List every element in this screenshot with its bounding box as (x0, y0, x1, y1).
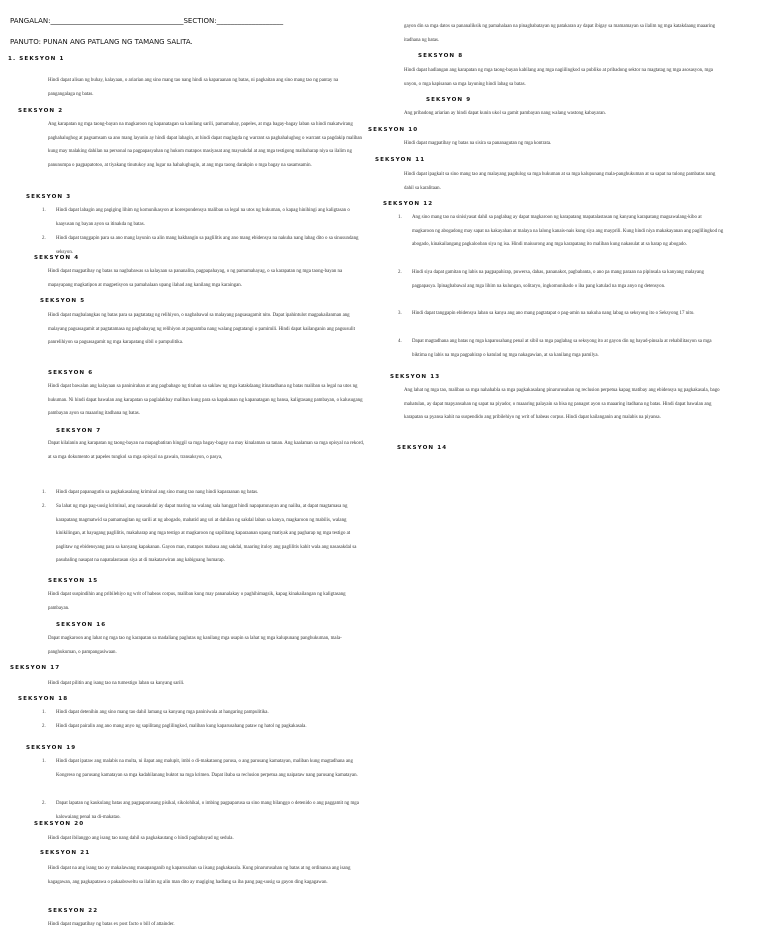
list-number: 2. (42, 236, 46, 241)
instruction: PANUTO: PUNAN ANG PATLANG NG TAMANG SALITA. (10, 38, 193, 46)
list-number: 2. (398, 270, 402, 275)
section-title-1: 1. SEKSYON 1 (8, 56, 65, 62)
section-text-16: Dapat magkaroon ang lahat ng mga tao ng karapatan sa madaliang paglutas ng kanilang mga usapin sa lahat ng mga kalupunang panghukuman, mala-panghukuman, o pampangasiwaan. (48, 636, 342, 655)
list-item: Hindi dapat papanagutin sa pagkakasalang kriminal ang sino mang tao nang hindi kaparaanan ng batas. (56, 490, 259, 495)
section-text-15: Hindi dapat suspindihin ang pribilehiyo ng writ of habeas corpus, maliban kung may pananalakay o paghihimagsik, kapag kinakailangan ng kaligtasang pambayan. (48, 592, 346, 611)
section-text-17: Hindi dapat pilitin ang isang tao na tumestigo laban sa kanyang sarili. (48, 681, 185, 686)
name-section-line: PANGALAN:______________________________________SECTION:___________________ (10, 17, 284, 25)
section-title-3: SEKSYON 3 (26, 194, 72, 200)
section-title-12: SEKSYON 12 (383, 201, 434, 207)
section-text-7: Dapat kilalanin ang karapatan ng taong-bayan na mapagbatiran hinggil sa mga bagay-bagay na may kinalaman sa tanan. Ang kaalaman sa mga opisyal na rekord, at sa mga dokumento at papeles tungkol sa mga opisyal na gawain, transaksyon, o pasya, (48, 441, 365, 460)
list-number: 1. (398, 215, 402, 220)
section-text-10: Hindi dapat magpatibay ng batas na sisira sa pananagutan ng mga kontrata. (404, 141, 552, 146)
list-item: Sa lahat ng mga pag-uusig kriminal, ang nasasakdal ay dapat maring na walang sala hanggat hindi napapatunayan ang naiiba, at dapat magtamasa ng karapatang magmatwid sa pamamagitan ng sarili at ng abogado, mabatid ang uri at dahilan ng sakdal laban sa kanya, magkaroon ng mabilis, walang kinikilingan, at hayagang paglilitis, makaharap ang mga testigo at magkaroon ng sapilitang kaparaanan upang matiyak ang pagharap ng mga testigo at paglitaw ng ebidensyang para sa kanyang kapakanan. Gayon man, matapos mabasa ang sakdal, maaring ituloy ang paglilitis kahit wala ang nasasakdal sa pasubaling nasapat na napatalastasan siya at di makatarwiran ang kabiguang humarap. (56, 504, 357, 564)
section-title-16: SEKSYON 16 (56, 622, 107, 628)
section-title-7: SEKSYON 7 (56, 428, 102, 434)
list-item: Hindi dapat tanggapin para sa ano mang layunin sa alin mang hakbangin sa paglilitis ang ano mang ebidensya na nakuha nang labag dito o sa sinusundang seksyon. (56, 236, 359, 255)
section-title-22: SEKSYON 22 (48, 908, 99, 914)
list-number: 2. (42, 801, 46, 806)
list-item: Dapat lapatan ng kaukulang batas ang pagpaparusang pisikal, sikolohikal, o imbing pagpaparusa sa sino mang bilanggo o detenido o ang paggamit ng mga kalowaiang penal na di-makatao. (56, 801, 359, 820)
section-text-8: Hindi dapat hadlangan ang karapatan ng mga taong-bayan kabilang ang mga nagiilingkod sa publiko at pribadong sektor na magtatag ng mga asosasyon, mga unyon, o mga kapisanan sa mga layuning hindi labag sa batas. (404, 68, 713, 87)
section-title-13: SEKSYON 13 (390, 374, 441, 380)
section-text-22: Hindi dapat magpatibay ng batas ex post facto o bill of attainder. (48, 922, 175, 927)
section-text-4: Hindi dapat magpatibay ng batas na nagbabawas sa kalayaan sa pananalita, pagpapahayag, o ng pamamahayag, o sa karapatan ng mga taong-bayan na mapayapang magkatipon at magpetisyon sa pamahalaan upang ilahad ang kanilang mga karaingan. (48, 269, 343, 288)
section-text-1: Hindi dapat alisan ng buhay, kalayaan, o ariarian ang sino mang tao nang hindi sa kaparaanan ng batas, ni pagkaitan ang sino mang tao ng pantay na pangangalaga ng batas. (48, 78, 339, 97)
section-text-11: Hindi dapat ipagkait sa sino mang tao ang malayang pagdulog sa mga hukuman at sa mga kalupunang mala-panghukuman at sa sapat na tulong pambatas nang dahil sa karalitaan. (404, 172, 716, 191)
list-item: Hindi dapat detenihin ang sino mang tao dahil lamang sa kanyang mga paniniwala at hangaring pampulitika. (56, 710, 269, 715)
section-title-9: SEKSYON 9 (426, 97, 472, 103)
section-title-18: SEKSYON 18 (18, 696, 69, 702)
section-title-17: SEKSYON 17 (10, 665, 61, 671)
list-number: 1. (42, 710, 46, 715)
list-number: 2. (42, 724, 46, 729)
list-item: Hindi dapat labagin ang pagiging lihim ng komunikasyon at korespondensya maliban sa legal na utos ng hukuman, o kapag hinihingi ang kaligtasan o kaayusan ng bayan ayon sa itinakda ng batas. (56, 208, 350, 227)
list-item: Dapat magtadhana ang batas ng mga kaparusahang penal at sibil sa mga paglabag sa seksyong ito at gayon din ng bayad-pinsala at rehabilitasyon sa mga biktima ng labis na mga pagpahirap o katulad ng mga nakagawian, at sa kanilang mga pamilya. (412, 339, 712, 358)
section-title-8: SEKSYON 8 (418, 53, 464, 59)
list-number: 2. (42, 504, 46, 509)
list-item: Hindi siya dapat gamitan ng labis na pagpapahirap, puwersa, dahas, pananakot, pagbabanta, o ano pa mang paraan na pipinsala sa kanyang malayang pagpapasya. Ipinagbabawal ang mga lihim na kulungan, solitaryo, ingkomunikado o iba pang katulad na mga anyo ng detensyon. (412, 270, 704, 289)
list-number: 1. (42, 490, 46, 495)
section-text-2: Ang karapatan ng mga taong-bayan na magkaroon ng kapanatagan sa kanilang sarili, pamamahay, papeles, at mga bagay-bagay laban sa hindi makatwirang paghahalughog at pagsamsam sa ano mang layunin ay hindi dapat labagin, at hindi dapat maglagda ng warrant sa paghahalughog o warrant sa pagdakip maliban kung may malaking dahilan na personal na pagpapasyahan ng hukom matapos masiyasat ang maysakdal at ang mga testigong maihaharap niya sa ilalim ng panunumpa o pagpapatotoo, at tiyakang tinutukoy ang lugar na hahalughugin, at ang mga taong darakpin o mga bagay na sasamsamin. (48, 122, 362, 168)
list-number: 4. (398, 339, 402, 344)
section-title-15: SEKSYON 15 (48, 578, 99, 584)
list-item: Hindi dapat ipataw ang malabis na multa, ni ilapat ang malupit, imbi o di-makataong parusa, o ang parusang kamatayan, maliban kung magtadhana ang Kongreso ng parusang kamatayan sa mga kadahilanang buktot na mga krimen. Dapat ibaba sa reclusion perpetua ang naipataw nang parusang kamatayan. (56, 759, 358, 778)
section-text-5: Hindi dapat magbalangkas ng batas para sa pagtatatag ng relihiyon, o nagbabawal sa malayang pagsasagamit nito. Dapat ipahintulot magpakailanman ang malayang pagsasagamit at pagtatamasa ng pagbabayag ng relihiyon at pagsamba nang walang pagtatangi o pamimili. Hindi dapat kailanganin ang pagsusulit panrelihiyon sa pagsasagamit ng mga karapatang sibil o pampulitika. (48, 313, 355, 346)
section-title-4: SEKSYON 4 (34, 255, 80, 261)
section-text-7-continued: gayon din sa mga datos sa pananaliksik ng pamahalaan na pinagbabatayan ng patakaran ay dapat ibigay sa mamamayan sa ilalim ng mga katakdaang maaaring itadhana ng batas. (404, 24, 716, 43)
section-text-6: Hindi dapat bawalan ang kalayaan sa paninirahan at ang pagbabago ng tirahan sa saklaw ng mga katakdaang itinatadhana ng batas maliban sa legal na utos ng hukuman. Ni hindi dapat bawalan ang karapatan sa paglalakbay maliban kung para sa kapakanan ng kapanatagan ng bansa, kaligtasang pambayan, o kalusugang pambayan ayon sa maaaring itadhana ng batas. (48, 384, 363, 417)
section-title-19: SEKSYON 19 (26, 745, 77, 751)
list-number: 1. (42, 759, 46, 764)
section-title-5: SEKSYON 5 (40, 298, 86, 304)
list-item: Hindi dapat tanggapin ebidensya laban sa kanya ang ano mang pagtatapat o pag-amin na nakuha nang labag sa seksyong ito o Seksyong 17 nito. (412, 311, 695, 316)
section-text-13: Ang lahat ng mga tao, maliban sa mga nahahabla sa mga pagkakasalang pinarurusahan ng reclusion perpetua kapag matibay ang ebidensya ng pagkakasala, bago mahatulan, ay dapat mapyansahan ng sapat na piyador, o maaaring palayain sa bisa ng panagot ayon sa maaaring itadhana ng batas. Hindi dapat bawalan ang karapatan sa pyansa kahit na suspendido ang pribilehiyo ng writ of habeas corpus. Hindi dapat kailanganin ang malabis na piyansa. (404, 388, 720, 421)
section-title-10: SEKSYON 10 (368, 127, 419, 133)
list-item: Hindi dapat pairalin ang ano mang anyo ng sapilitang paglilingkod, maliban kung kaparusahang pataw ng hatol ng pagkakasala. (56, 724, 307, 729)
section-text-9: Ang pribadong ariarian ay hindi dapat kunin ukol sa gamit pambayan nang walang wastong kabayaran. (404, 111, 606, 116)
section-text-20: Hindi dapat ibilanggo ang isang tao nang dahil sa pagkakautang o hindi pagbabayad ng sedula. (48, 836, 234, 841)
section-title-6: SEKSYON 6 (48, 370, 94, 376)
section-text-21: Hindi dapat na ang isang tao ay makalawang masapanganib ng kaparusahan sa iisang pagkakasala. Kung pinarurusahan ng batas at ng ordinansa ang isang kagagawan, ang pagkapatawa o pakaabsweltu sa ilalim ng alin man dito ay magiging hadlang sa iba pang pag-uusig sa gayon ding kagagawan. (48, 866, 351, 885)
section-title-21: SEKSYON 21 (40, 850, 91, 856)
section-title-2: SEKSYON 2 (18, 108, 64, 114)
list-number: 3. (398, 311, 402, 316)
list-number: 1. (42, 208, 46, 213)
list-item: Ang sino mang tao na sinisiyasat dahil sa paglabag ay dapat magkaroon ng karapatang mapatalastasan ng kanyang karapatang magsawalang-kibo at magkaroon ng abogadong may sapat na kakayahan at malaya na lalong kanais-nais kung siya ang mayprili. Kung hindi niya makakayanan ang paglilingkod ng abogado, kinakailangang pagkalooban siya ng isa. Hindi maiuurong ang mga karapatang ito maliban kung nakasulat at sa harap ng abogado. (412, 215, 724, 248)
section-title-20: SEKSYON 20 (34, 821, 85, 827)
section-title-14: SEKSYON 14 (397, 445, 448, 451)
section-title-11: SEKSYON 11 (375, 157, 426, 163)
